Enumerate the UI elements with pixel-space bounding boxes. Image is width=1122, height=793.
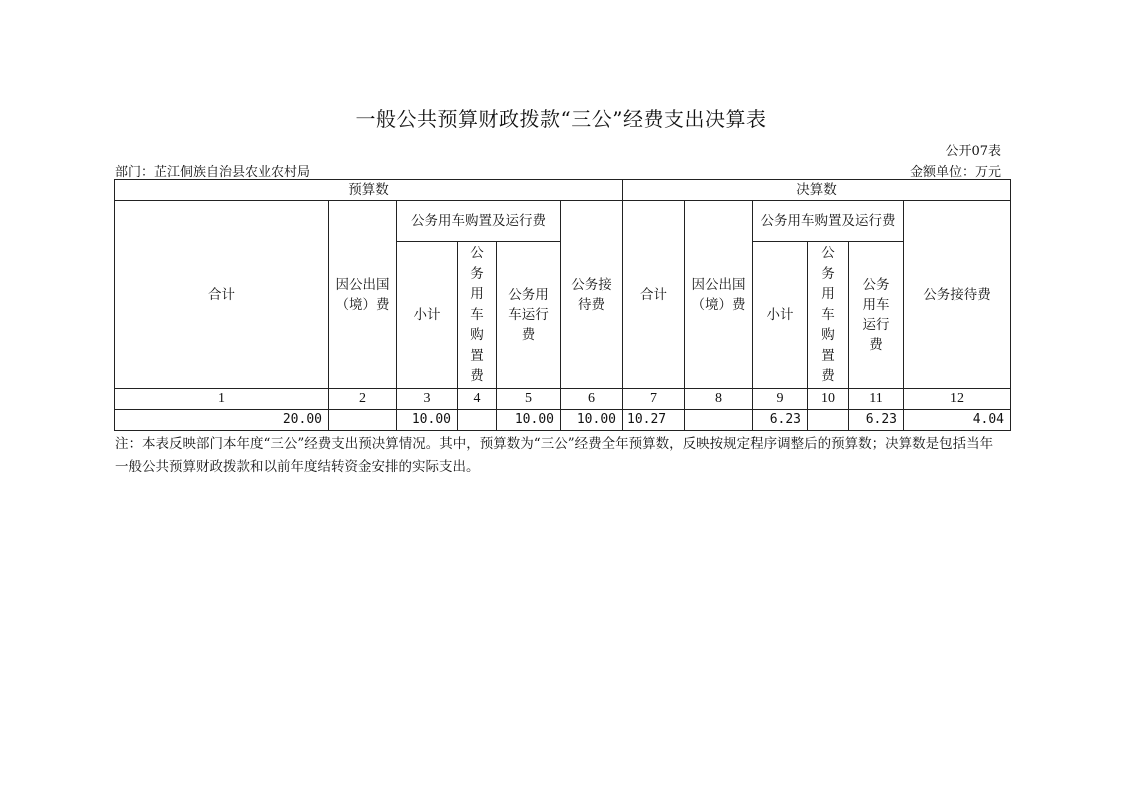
budget-reception-value: 10.00 [561, 410, 623, 431]
index-cell: 10 [808, 389, 849, 410]
final-subtotal-value: 6.23 [753, 410, 808, 431]
index-cell: 6 [561, 389, 623, 410]
page-title: 一般公共预算财政拨款“三公”经费支出决算表 [355, 107, 767, 131]
index-cell: 7 [623, 389, 685, 410]
budget-abroad-value [329, 410, 397, 431]
index-cell: 2 [329, 389, 397, 410]
budget-vehicle-group-header: 公务用车购置及运行费 [397, 201, 561, 242]
budget-subtotal-header: 小计 [397, 242, 458, 389]
budget-purchase-header: 公务用车购置费 [458, 242, 497, 389]
department-label: 部门：芷江侗族自治县农业农村局 [115, 165, 311, 180]
budget-header: 预算数 [115, 180, 623, 201]
budget-subtotal-value: 10.00 [397, 410, 458, 431]
index-cell: 3 [397, 389, 458, 410]
form-number: 公开07表 [945, 144, 1001, 159]
final-purchase-header: 公务用车购置费 [808, 242, 849, 389]
final-vehicle-group-header: 公务用车购置及运行费 [753, 201, 904, 242]
final-reception-value: 4.04 [904, 410, 1011, 431]
index-cell: 1 [115, 389, 329, 410]
final-total-value: 10.27 [623, 410, 685, 431]
index-cell: 12 [904, 389, 1011, 410]
index-row [115, 389, 1011, 410]
budget-total-value: 20.00 [115, 410, 329, 431]
final-abroad-value [685, 410, 753, 431]
budget-purchase-value [458, 410, 497, 431]
budget-reception-header: 公务接待费 [561, 201, 623, 389]
final-purchase-value [808, 410, 849, 431]
budget-abroad-header: 因公出国（境）费 [329, 201, 397, 389]
index-cell: 9 [753, 389, 808, 410]
amount-unit-label: 金额单位：万元 [909, 165, 1001, 180]
final-operation-value: 6.23 [849, 410, 904, 431]
footnote: 注：本表反映部门本年度“三公”经费支出预决算情况。其中，预算数为“三公”经费全年预算数，反映按规定程序调整后的预算数；决算数是包括当年一般公共预算财政拨款和以前年度结转资金安排的实际支出。 [115, 436, 994, 475]
data-row [115, 410, 1011, 431]
final-abroad-header: 因公出国（境）费 [685, 201, 753, 389]
budget-total-header: 合计 [115, 201, 329, 389]
budget-operation-header: 公务用车运行费 [497, 242, 561, 389]
final-subtotal-header: 小计 [753, 242, 808, 389]
expenditure-table [114, 179, 1011, 431]
final-header: 决算数 [623, 180, 1011, 201]
index-cell: 4 [458, 389, 497, 410]
index-cell: 5 [497, 389, 561, 410]
final-reception-header: 公务接待费 [904, 201, 1011, 389]
index-cell: 8 [685, 389, 753, 410]
final-total-header: 合计 [623, 201, 685, 389]
final-operation-header: 公务用车运行费 [849, 242, 904, 389]
index-cell: 11 [849, 389, 904, 410]
budget-operation-value: 10.00 [497, 410, 561, 431]
